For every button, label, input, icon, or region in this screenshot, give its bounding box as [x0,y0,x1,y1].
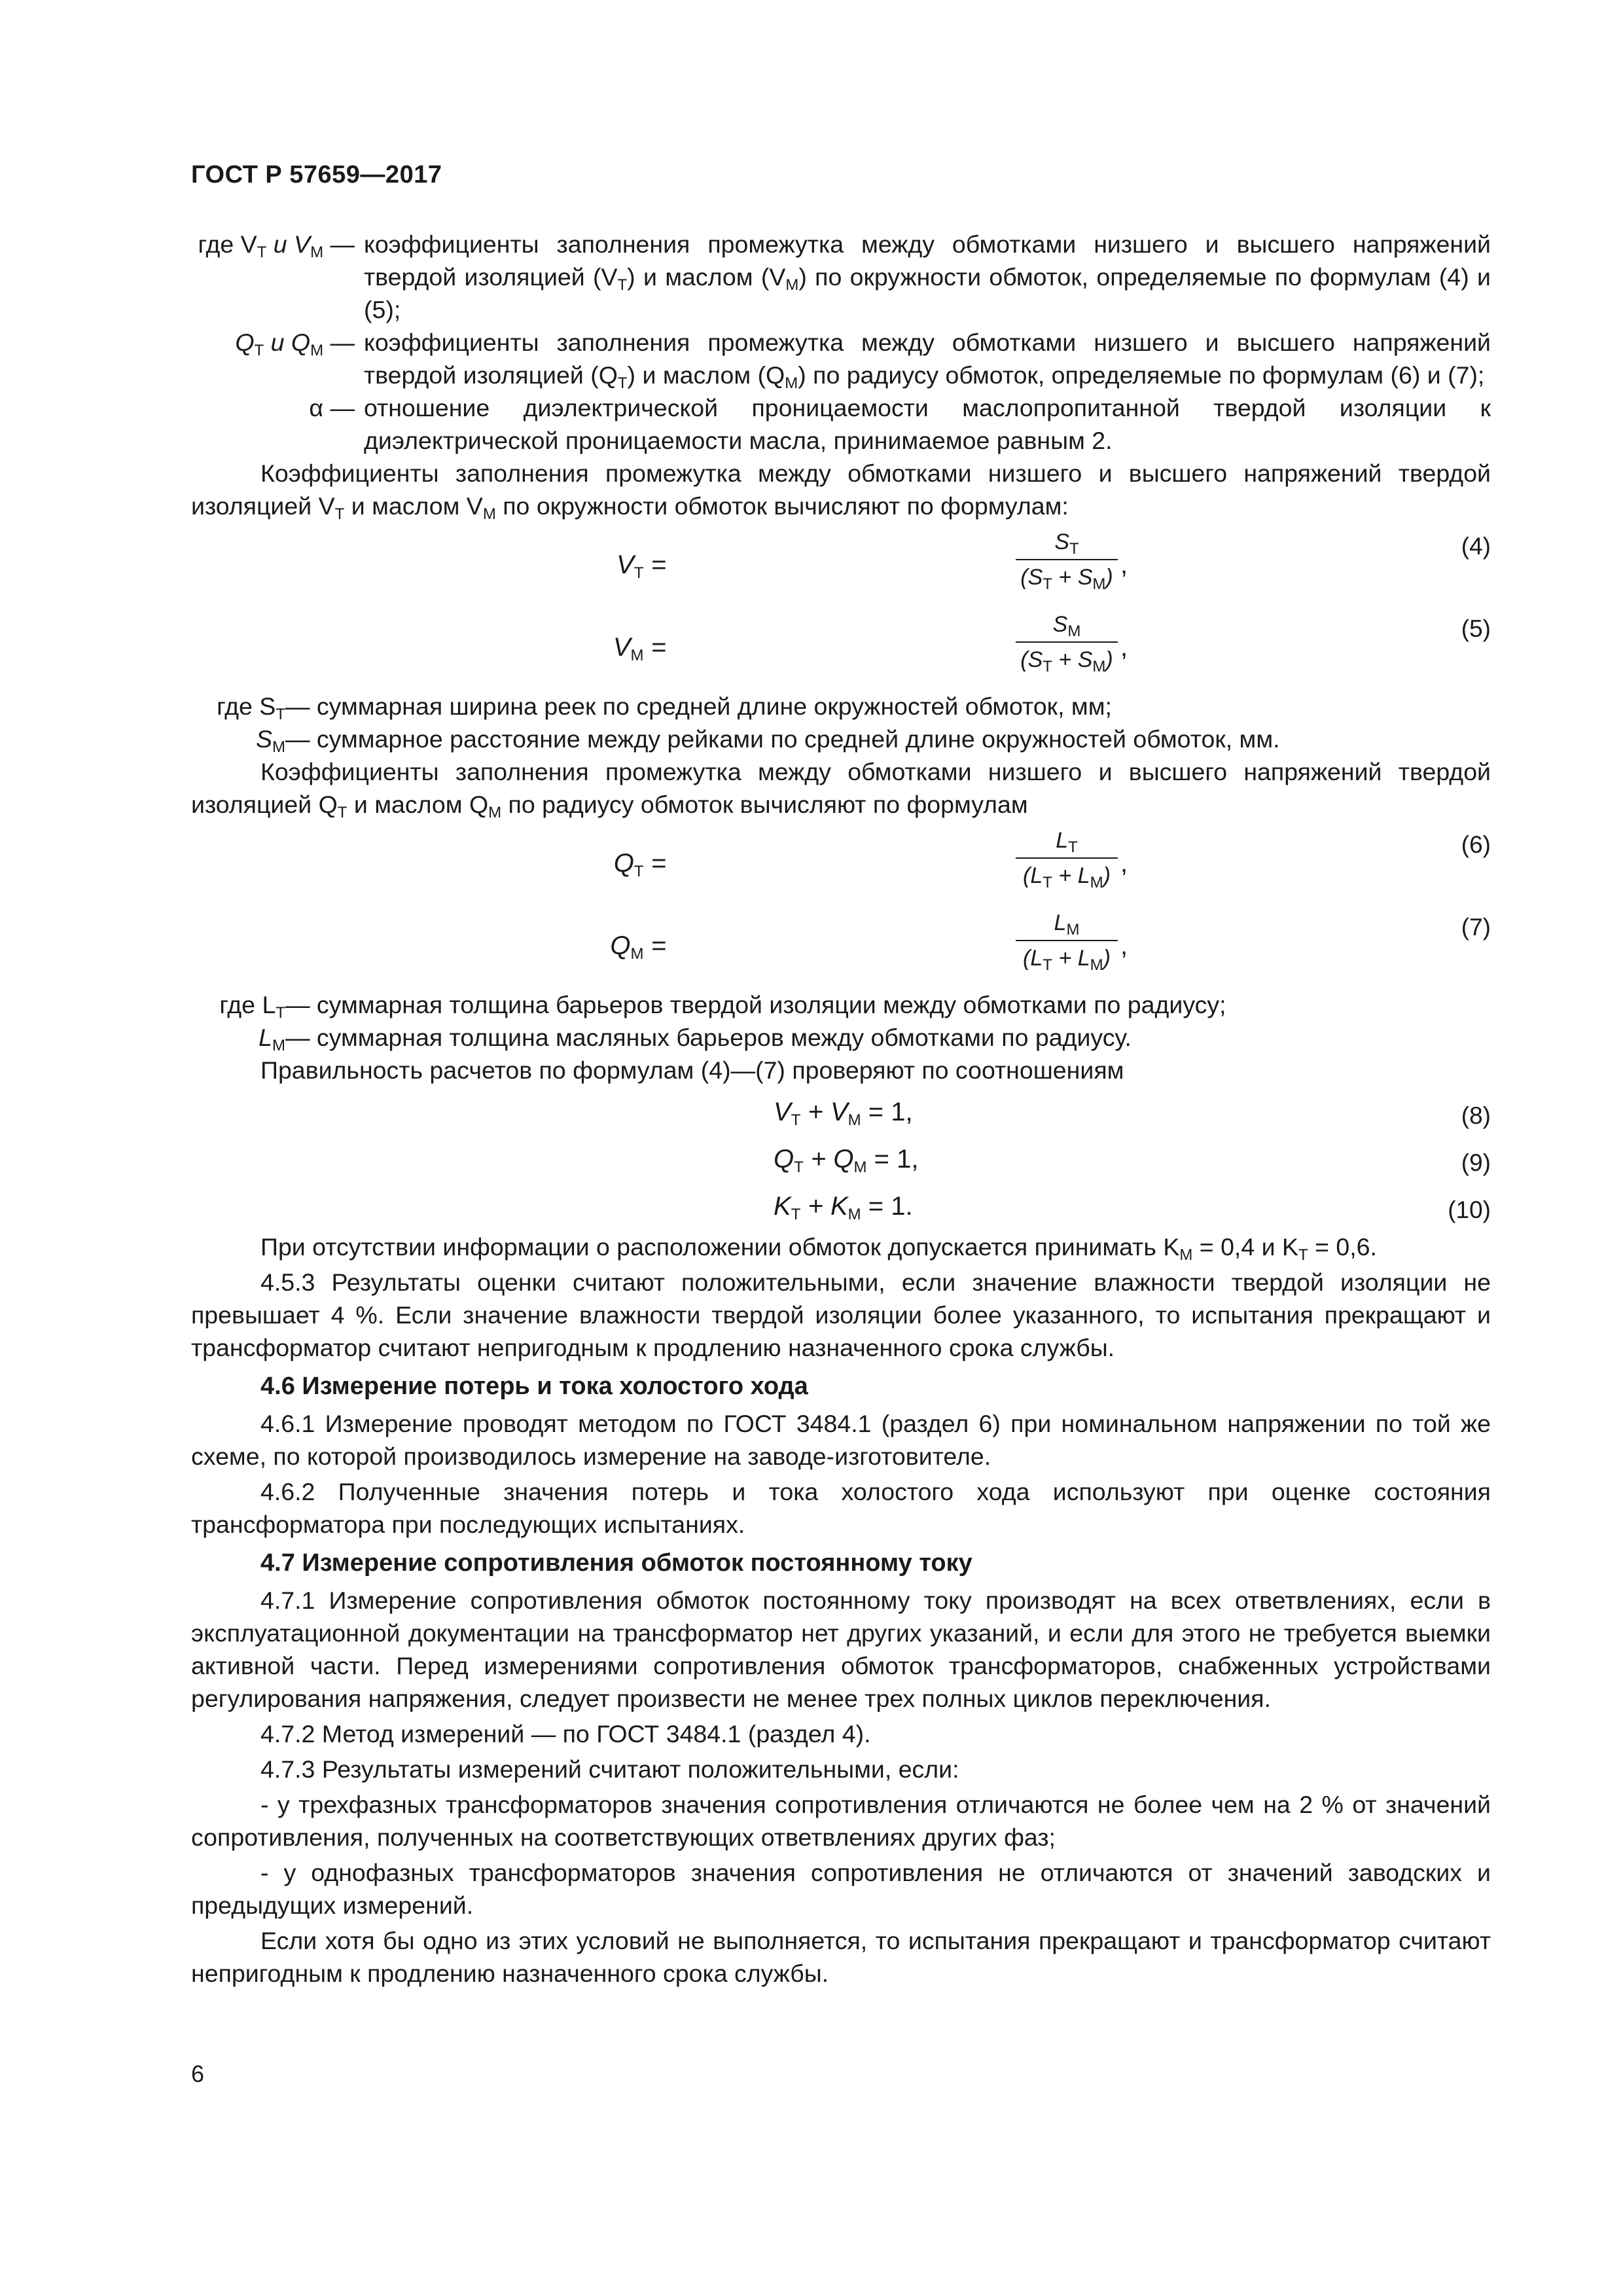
paragraph-check: Правильность расчетов по формулам (4)—(7) проверяют по соотношениям [260,1056,1124,1084]
formula-7: $Q_М$ = $L_М$ $(L_Т + L_М)$ , (7) [610,910,1491,974]
list-item-three-phase: - у трехфазных трансформаторов значения сопротивления отличаются не более чем на 2 % от значений сопротивления, полученных на соответствующих ответвлениях других фаз; [191,1791,1491,1851]
paragraph-final: Если хотя бы одно из этих условий не выполняется, то испытания прекращают и трансформатор считают непригодным к продлению назначенного срока службы. [191,1927,1491,1987]
document-header: ГОСТ Р 57659—2017 [191,161,442,188]
definition-lt: где $L_Т$ — суммарная толщина барьеров твердой изоляции между обмотками по радиусу; [219,991,1226,1022]
formula-5: $V_М$ = $S_М$ $(S_Т + S_М)$ , (5) [613,612,1491,675]
paragraph-4-5-3: 4.5.3 Результаты оценки считают положительными, если значение влажности твердой изоляции не превышает 4 %. Если значение влажности твердой изоляции более указанного, то испытания прекращают и трансформатор считают непригодным к продлению назначенного срока службы. [191,1268,1491,1361]
page-number: 6 [191,2060,205,2087]
definition-alpha: α — отношение диэлектрической проницаемости маслопропитанной твердой изоляции к диэлектрической проницаемости масла, принимаемое равным 2. [309,394,1491,454]
formula-6: $Q_Т$ = $L_Т$ $(L_Т + L_М)$ , (6) [613,828,1491,891]
paragraph-4-6-1: 4.6.1 Измерение проводят методом по ГОСТ 3484.1 (раздел 6) при номинальном напряжении по той же схеме, по которой производилось измерение на заводе-изготовителе. [191,1410,1491,1470]
paragraph-qt-intro: Коэффициенты заполнения промежутка между обмотками низшего и высшего напряжений твердой изоляцией $Q_Т$ и маслом $Q_М$ по радиусу обмоток вычисляют по формулам [191,758,1491,821]
list-item-single-phase: - у однофазных трансформаторов значения сопротивления не отличаются от значений заводских и предыдущих измерений. [191,1859,1491,1919]
definition-lm: $L_М$ — суммарная толщина масляных барьеров между обмотками по радиусу. [259,1024,1132,1054]
definition-qt-qm: $Q_Т$ и $Q_М$ — коэффициенты заполнения промежутка между обмотками низшего и высшего напряжений твердой изоляцией $(Q_Т)$ и маслом $(Q_М)$ по радиусу обмоток, определяемые по формулам (6) и (7); [235,329,1491,392]
paragraph-4-7-1: 4.7.1 Измерение сопротивления обмоток постоянному току производят на всех ответвлениях, если в эксплуатационной документации на трансформатор нет других указаний, и если для этого не требуется выемки активной части. Перед измерениями сопротивления обмоток трансформаторов, снабженных устройствами регулирования напряжения, следует произвести не менее трех полных циклов переключения. [191,1587,1491,1712]
definition-st: где $S_Т$ — суммарная ширина реек по средней длине окружностей обмоток, мм; [217,692,1112,723]
formula-4: $V_Т$ = $S_Т$ $(S_Т + S_М)$ , (4) [616,529,1491,593]
heading-4-7: 4.7 Измерение сопротивления обмоток постоянному току [260,1549,972,1577]
definition-vt-vm: где $V_Т$ и $V_М$ — коэффициенты заполнения промежутка между обмотками низшего и высшего напряжений твердой изоляцией $(V_Т)$ и маслом $(V_М)$ по окружности обмоток, определяемые по формулам (4) и (5); [198,230,1491,323]
paragraph-absent-info: При отсутствии информации о расположении обмоток допускается принимать $K_М = 0,4$ и $K_Т = 0,6$. [260,1233,1377,1264]
def-term: где V [198,230,257,258]
equation-number: (7) [1461,914,1491,941]
paragraph-4-7-2: 4.7.2 Метод измерений — по ГОСТ 3484.1 (раздел 4). [260,1720,871,1748]
equation-number: (9) [1461,1149,1491,1176]
equation-number: (10) [1448,1196,1491,1223]
definition-sm: $S_М$ — суммарное расстояние между рейками по средней длине окружностей обмоток, мм. [255,725,1280,756]
equation-number: (8) [1461,1102,1491,1129]
equation-number: (5) [1461,615,1491,642]
document-body [191,228,1491,1992]
equation-number: (4) [1461,533,1491,560]
heading-4-6: 4.6 Измерение потерь и тока холостого хода [260,1372,808,1400]
equation-8: $V_Т + V_М = 1$, (8) [191,1089,1491,1136]
equation-number: (6) [1461,831,1491,858]
equation-9: $Q_Т + Q_М = 1$, (9) [191,1136,1491,1183]
paragraph-4-7-3: 4.7.3 Результаты измерений считают положительными, если: [260,1755,959,1783]
equation-10: $K_Т + K_М = 1$. (10) [191,1183,1491,1230]
paragraph-vt-intro: Коэффициенты заполнения промежутка между обмотками низшего и высшего напряжений твердой изоляцией $V_Т$ и маслом $V_М$ по окружности обмоток вычисляют по формулам: [191,459,1491,523]
paragraph-4-6-2: 4.6.2 Полученные значения потерь и тока холостого хода используют при оценке состояния трансформатора при последующих испытаниях. [191,1478,1491,1538]
